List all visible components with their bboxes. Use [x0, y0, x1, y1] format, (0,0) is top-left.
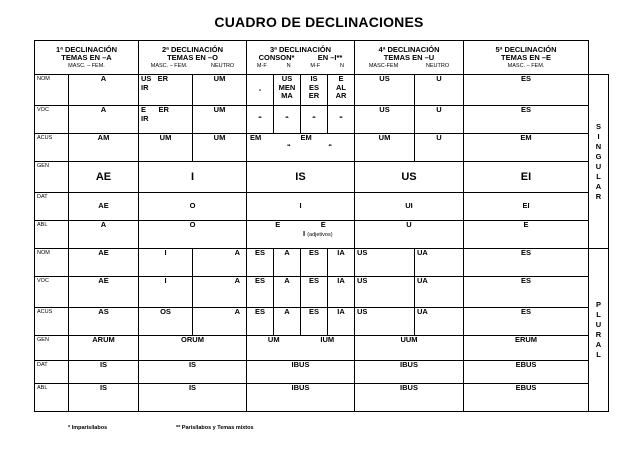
cell: US MEN MA — [274, 75, 301, 106]
cell: EI — [464, 193, 589, 221]
case-label: ACUS — [35, 134, 69, 162]
case-label: ABL — [35, 221, 69, 249]
table-row — [35, 277, 609, 308]
decl-1-gender: MASC. – FEM. — [68, 63, 105, 70]
cell: US ER IR — [139, 75, 193, 106]
side-letter: L — [596, 350, 601, 360]
cell: IBUS — [247, 361, 355, 384]
cell-decl-3 — [247, 221, 355, 249]
cell: UA — [415, 277, 464, 308]
table-row — [35, 249, 609, 277]
cell: EBUS — [464, 383, 589, 411]
cell: ORUM — [139, 336, 247, 361]
side-letter: R — [595, 330, 602, 340]
header-blank — [589, 41, 609, 75]
decl-3-gender: M-F — [310, 63, 321, 70]
cell: ERUM — [464, 336, 589, 361]
side-letter: N — [595, 141, 602, 151]
declension-table — [34, 40, 609, 412]
cell: AM — [69, 134, 139, 162]
side-letter: S — [595, 121, 601, 131]
cell: ES — [301, 277, 328, 308]
cell: IUM — [301, 336, 355, 361]
cell: ES — [247, 308, 274, 336]
side-letter: P — [595, 300, 601, 310]
decl-3-gender: M-F — [256, 63, 267, 70]
decl-3-gender: N — [286, 63, 291, 70]
decl-1-name: 1ª DECLINACIÓN — [55, 44, 118, 54]
cell: EI — [464, 162, 589, 193]
cell: I — [139, 277, 193, 308]
cell: EBUS — [464, 361, 589, 384]
abl-note: (adjetivos) — [307, 231, 333, 238]
table-row — [35, 134, 609, 162]
cell: A — [193, 308, 247, 336]
decl-3-name: 3ª DECLINACIÓN — [269, 44, 332, 54]
case-label: ABL — [35, 383, 69, 411]
cell: ES — [301, 249, 328, 277]
cell: “ — [328, 106, 355, 134]
cell: IS — [139, 383, 247, 411]
cell: UM — [139, 134, 193, 162]
cell: I — [247, 193, 355, 221]
side-letter: U — [595, 161, 602, 171]
header-decl-4 — [355, 41, 464, 75]
cell: “ — [247, 106, 274, 134]
cell: E ER IR — [139, 106, 193, 134]
cell: U — [415, 106, 464, 134]
side-letter: I — [597, 131, 600, 141]
side-letter: A — [595, 340, 602, 350]
cell: A — [193, 249, 247, 277]
cell: I — [139, 249, 193, 277]
cell: U — [415, 134, 464, 162]
cell: AE — [69, 193, 139, 221]
cell-decl-3 — [247, 134, 355, 162]
cell: IA — [328, 249, 355, 277]
side-letter: A — [595, 181, 602, 191]
decl-5-name: 5ª DECLINACIÓN — [495, 44, 557, 54]
cell: - — [247, 75, 274, 106]
cell: ES — [464, 249, 589, 277]
table-row — [35, 308, 609, 336]
cell: AE — [69, 249, 139, 277]
header-decl-5 — [464, 41, 589, 75]
cell: UM — [193, 106, 247, 134]
table-row — [35, 162, 609, 193]
cell: O — [139, 221, 247, 249]
cell: ES — [464, 308, 589, 336]
cell: OS — [139, 308, 193, 336]
cell: AE — [69, 277, 139, 308]
page-title: CUADRO DE DECLINACIONES — [214, 14, 424, 30]
decl-4-gender-n: NEUTRO — [425, 63, 450, 70]
cell: IS — [247, 162, 355, 193]
cell: A — [274, 249, 301, 277]
cell: U — [415, 75, 464, 106]
footnote-imparisilabos: * Imparisílabos — [68, 425, 108, 431]
cell: EM — [300, 133, 312, 143]
cell: “ — [301, 106, 328, 134]
cell: EM — [250, 133, 262, 143]
cell: US — [355, 162, 464, 193]
plural-side-label — [589, 249, 609, 412]
case-label: ACUS — [35, 308, 69, 336]
cell: E — [320, 220, 326, 230]
decl-4-theme: TEMAS EN –U — [383, 53, 435, 63]
cell: E — [275, 220, 281, 230]
table-row — [35, 106, 609, 134]
cell: UM — [247, 336, 301, 361]
cell: ARUM — [69, 336, 139, 361]
case-label: NOM — [35, 249, 69, 277]
cell: ES — [247, 277, 274, 308]
cell: UM — [193, 75, 247, 106]
cell: A — [69, 75, 139, 106]
cell: IBUS — [247, 383, 355, 411]
table-row — [35, 361, 609, 384]
cell: UM — [355, 134, 415, 162]
decl-3-theme-a: CONSON* — [258, 53, 295, 63]
decl-2-theme: TEMAS EN –O — [167, 53, 218, 63]
cell: UA — [415, 249, 464, 277]
cell: A — [274, 277, 301, 308]
cell: E — [464, 221, 589, 249]
cell: UUM — [355, 336, 464, 361]
cell: IBUS — [355, 383, 464, 411]
side-letter: R — [595, 191, 602, 201]
table-row — [35, 193, 609, 221]
cell: IA — [328, 308, 355, 336]
side-letter: G — [595, 151, 602, 161]
cell: US — [355, 308, 415, 336]
decl-5-gender: MASC. – FEM. — [507, 63, 545, 70]
cell: UA — [415, 308, 464, 336]
cell: IS ES ER — [301, 75, 328, 106]
decl-3-gender: N — [340, 63, 345, 70]
table-row — [35, 383, 609, 411]
decl-4-gender-mf: MASC-FEM — [368, 63, 399, 70]
table-row — [35, 221, 609, 249]
decl-2-gender-mf: MASC. – FEM. — [150, 63, 188, 70]
case-label: VOC — [35, 106, 69, 134]
cell: US — [355, 249, 415, 277]
decl-2-gender-n: NEUTRO — [210, 63, 235, 70]
cell: AE — [69, 162, 139, 193]
cell: “ — [328, 141, 332, 151]
case-label: DAT — [35, 193, 69, 221]
cell: I — [139, 162, 247, 193]
table-row — [35, 336, 609, 361]
cell: A — [69, 106, 139, 134]
cell: UM — [193, 134, 247, 162]
cell: US — [355, 75, 415, 106]
cell: O — [139, 193, 247, 221]
decl-1-theme: TEMAS EN –A — [61, 53, 112, 63]
header-decl-1 — [35, 41, 139, 75]
cell: US — [355, 277, 415, 308]
header-row — [35, 41, 609, 75]
cell: AS — [69, 308, 139, 336]
side-letter: U — [595, 320, 602, 330]
cell: IBUS — [355, 361, 464, 384]
case-label: GEN — [35, 162, 69, 193]
header-decl-2 — [139, 41, 247, 75]
footnote-parisilabos: ** Parisílabos y Temas mixtos — [176, 425, 254, 431]
case-label: DAT — [35, 361, 69, 384]
table-row — [35, 75, 609, 106]
cell: IS — [69, 361, 139, 384]
cell: ES — [464, 106, 589, 134]
decl-4-name: 4ª DECLINACIÓN — [378, 44, 440, 54]
cell: ES — [464, 75, 589, 106]
case-label: GEN — [35, 336, 69, 361]
cell: I — [303, 228, 306, 238]
cell: U — [355, 221, 464, 249]
decl-3-theme-b: EN –I** — [317, 53, 343, 63]
case-label: NOM — [35, 75, 69, 106]
cell: IA — [328, 277, 355, 308]
cell: A — [193, 277, 247, 308]
header-decl-3 — [247, 41, 355, 75]
cell: A — [69, 221, 139, 249]
cell: IS — [139, 361, 247, 384]
cell: US — [355, 106, 415, 134]
cell: ES — [464, 277, 589, 308]
case-label: VOC — [35, 277, 69, 308]
cell: IS — [69, 383, 139, 411]
cell: ES — [247, 249, 274, 277]
side-letter: L — [596, 171, 601, 181]
decl-5-theme: TEMAS EN –E — [500, 53, 551, 63]
side-letter: L — [596, 310, 601, 320]
cell: EM — [464, 134, 589, 162]
cell: ES — [301, 308, 328, 336]
decl-2-name: 2ª DECLINACIÓN — [161, 44, 224, 54]
cell: A — [274, 308, 301, 336]
cell: UI — [355, 193, 464, 221]
cell: “ — [287, 141, 291, 151]
cell: E AL AR — [328, 75, 355, 106]
singular-side-label — [589, 75, 609, 249]
cell: “ — [274, 106, 301, 134]
